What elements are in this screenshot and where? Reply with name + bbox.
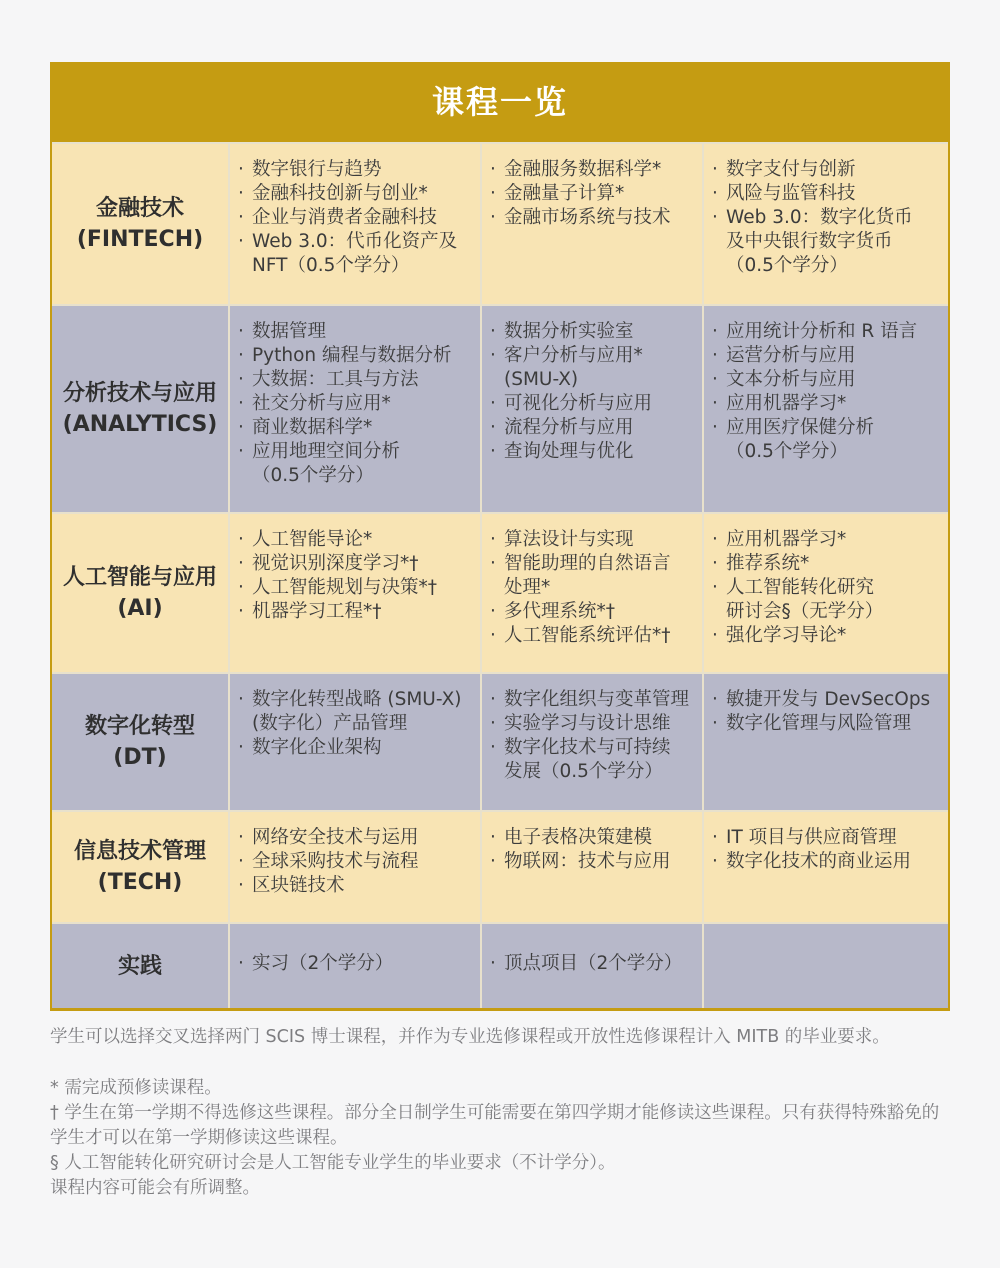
table-row bbox=[52, 142, 948, 304]
course-item: · 人工智能转化研究 研讨会§（无学分） bbox=[712, 576, 944, 624]
course-cell bbox=[228, 924, 480, 1008]
table-row bbox=[52, 672, 948, 810]
course-cell bbox=[480, 144, 702, 304]
course-item: · 应用机器学习* bbox=[712, 528, 944, 552]
course-item: · Web 3.0：代币化资产及 NFT（0.5个学分） bbox=[238, 230, 476, 278]
course-cell bbox=[480, 514, 702, 672]
course-item: · 金融量子计算* bbox=[490, 182, 698, 206]
course-item: · 大数据：工具与方法 bbox=[238, 368, 476, 392]
course-item: · 智能助理的自然语言 处理* bbox=[490, 552, 698, 600]
course-cell bbox=[480, 812, 702, 922]
course-item: · 风险与监管科技 bbox=[712, 182, 944, 206]
course-item: · 数字化技术的商业运用 bbox=[712, 850, 944, 874]
course-list bbox=[230, 812, 480, 908]
category-cell bbox=[52, 144, 228, 304]
table-row bbox=[52, 810, 948, 922]
course-item: · 人工智能导论* bbox=[238, 528, 476, 552]
seminar-note: § 人工智能转化研究研讨会是人工智能专业学生的毕业要求（不计学分）。 bbox=[50, 1153, 616, 1173]
course-cell bbox=[228, 514, 480, 672]
course-list bbox=[482, 674, 702, 794]
category-code: (AI) bbox=[117, 596, 163, 621]
course-item: · 商业数据科学* bbox=[238, 416, 476, 440]
course-item: · 推荐系统* bbox=[712, 552, 944, 576]
course-item: · 应用地理空间分析 （0.5个学分） bbox=[238, 440, 476, 488]
table-row bbox=[52, 922, 948, 1008]
course-item: · 机器学习工程*† bbox=[238, 600, 476, 624]
course-item: · 数据分析实验室 bbox=[490, 320, 698, 344]
category-code: (TECH) bbox=[97, 870, 183, 895]
course-cell bbox=[480, 924, 702, 1008]
course-list bbox=[230, 306, 480, 498]
course-item: · 金融市场系统与技术 bbox=[490, 206, 698, 230]
course-item: · 流程分析与应用 bbox=[490, 416, 698, 440]
course-list bbox=[482, 144, 702, 240]
course-list bbox=[482, 514, 702, 658]
course-list bbox=[704, 812, 948, 884]
category-code: (FINTECH) bbox=[76, 227, 204, 252]
course-item: · 实习（2个学分） bbox=[238, 952, 476, 976]
category-name: 人工智能与应用 bbox=[62, 565, 217, 590]
course-cell bbox=[702, 514, 948, 672]
category-cell bbox=[52, 306, 228, 512]
course-item: · 多代理系统*† bbox=[490, 600, 698, 624]
course-item: · 数字支付与创新 bbox=[712, 158, 944, 182]
course-cell bbox=[702, 812, 948, 922]
table-title: 课程一览 bbox=[431, 83, 568, 121]
course-list bbox=[704, 306, 948, 474]
course-item: · 数字化管理与风险管理 bbox=[712, 712, 944, 736]
category-cell bbox=[52, 514, 228, 672]
course-item: · 电子表格决策建模 bbox=[490, 826, 698, 850]
first-semester-note: † 学生在第一学期不得选修这些课程。部分全日制学生可能需要在第四学期才能修读这些课程。只有获得特殊豁免的学生才可以在第一学期修读这些课程。 bbox=[50, 1103, 940, 1148]
course-item: · 可视化分析与应用 bbox=[490, 392, 698, 416]
course-item: · 运营分析与应用 bbox=[712, 344, 944, 368]
course-item: · 数字化企业架构 bbox=[238, 736, 476, 760]
course-item: · 算法设计与实现 bbox=[490, 528, 698, 552]
course-cell bbox=[228, 812, 480, 922]
course-list bbox=[230, 144, 480, 288]
course-overview bbox=[50, 62, 950, 1201]
category-name: 金融技术 bbox=[95, 196, 184, 221]
course-item: · 实验学习与设计思维 bbox=[490, 712, 698, 736]
course-cell bbox=[480, 674, 702, 810]
course-list bbox=[482, 924, 702, 986]
table-row bbox=[52, 304, 948, 512]
course-item: · 强化学习导论* bbox=[712, 624, 944, 648]
course-cell bbox=[702, 144, 948, 304]
course-list bbox=[230, 924, 480, 986]
course-item: · 物联网：技术与应用 bbox=[490, 850, 698, 874]
course-item: · 客户分析与应用* (SMU-X) bbox=[490, 344, 698, 392]
course-item: · 数字化技术与可持续 发展（0.5个学分） bbox=[490, 736, 698, 784]
course-item: · 数字化转型战略 (SMU-X) (数字化）产品管理 bbox=[238, 688, 476, 736]
course-item: · 顶点项目（2个学分） bbox=[490, 952, 698, 976]
course-item: · 文本分析与应用 bbox=[712, 368, 944, 392]
course-item: · 区块链技术 bbox=[238, 874, 476, 898]
course-item: · 视觉识别深度学习*† bbox=[238, 552, 476, 576]
course-item: · 敏捷开发与 DevSecOps bbox=[712, 688, 944, 712]
course-item: · 金融科技创新与创业* bbox=[238, 182, 476, 206]
course-item: · 社交分析与应用* bbox=[238, 392, 476, 416]
category-name: 数字化转型 bbox=[84, 714, 195, 739]
course-list bbox=[482, 306, 702, 474]
course-item: · 人工智能规划与决策*† bbox=[238, 576, 476, 600]
course-cell bbox=[228, 674, 480, 810]
course-list bbox=[704, 514, 948, 658]
course-cell bbox=[480, 306, 702, 512]
course-list bbox=[230, 674, 480, 770]
course-item: · Web 3.0：数字化货币 及中央银行数字货币 （0.5个学分） bbox=[712, 206, 944, 278]
course-item: · 查询处理与优化 bbox=[490, 440, 698, 464]
course-item: · 应用机器学习* bbox=[712, 392, 944, 416]
course-cell bbox=[702, 306, 948, 512]
category-code: (ANALYTICS) bbox=[62, 412, 218, 437]
content-change-note: 课程内容可能会有所调整。 bbox=[50, 1178, 260, 1198]
category-cell bbox=[52, 674, 228, 810]
course-cell bbox=[228, 144, 480, 304]
course-list bbox=[704, 924, 948, 962]
category-code: (DT) bbox=[113, 745, 167, 770]
course-item: · 金融服务数据科学* bbox=[490, 158, 698, 182]
course-list bbox=[704, 144, 948, 288]
prerequisite-note: * 需完成预修读课程。 bbox=[50, 1078, 222, 1098]
course-cell bbox=[702, 674, 948, 810]
category-name: 分析技术与应用 bbox=[62, 381, 217, 406]
course-cell bbox=[702, 924, 948, 1008]
course-list bbox=[482, 812, 702, 884]
course-item: · 企业与消费者金融科技 bbox=[238, 206, 476, 230]
course-item: · 应用统计分析和 R 语言 bbox=[712, 320, 944, 344]
course-item: · 数字银行与趋势 bbox=[238, 158, 476, 182]
course-table bbox=[50, 62, 950, 1011]
category-cell bbox=[52, 812, 228, 922]
intro-note: 学生可以选择交叉选择两门 SCIS 博士课程，并作为专业选修课程或开放性选修课程计入 MITB 的毕业要求。 bbox=[50, 1027, 890, 1047]
table-row bbox=[52, 512, 948, 672]
course-item: · 数字化组织与变革管理 bbox=[490, 688, 698, 712]
category-cell bbox=[52, 924, 228, 1008]
course-item: · Python 编程与数据分析 bbox=[238, 344, 476, 368]
footnotes bbox=[50, 1025, 950, 1201]
category-name: 实践 bbox=[117, 953, 162, 979]
course-list bbox=[704, 674, 948, 746]
category-name: 信息技术管理 bbox=[73, 839, 206, 864]
course-list bbox=[230, 514, 480, 634]
table-body bbox=[52, 142, 948, 1008]
course-item: · 网络安全技术与运用 bbox=[238, 826, 476, 850]
course-item: · 数据管理 bbox=[238, 320, 476, 344]
course-item: · 应用医疗保健分析 （0.5个学分） bbox=[712, 416, 944, 464]
course-item: · 全球采购技术与流程 bbox=[238, 850, 476, 874]
course-item: · IT 项目与供应商管理 bbox=[712, 826, 944, 850]
course-cell bbox=[228, 306, 480, 512]
course-item: · 人工智能系统评估*† bbox=[490, 624, 698, 648]
